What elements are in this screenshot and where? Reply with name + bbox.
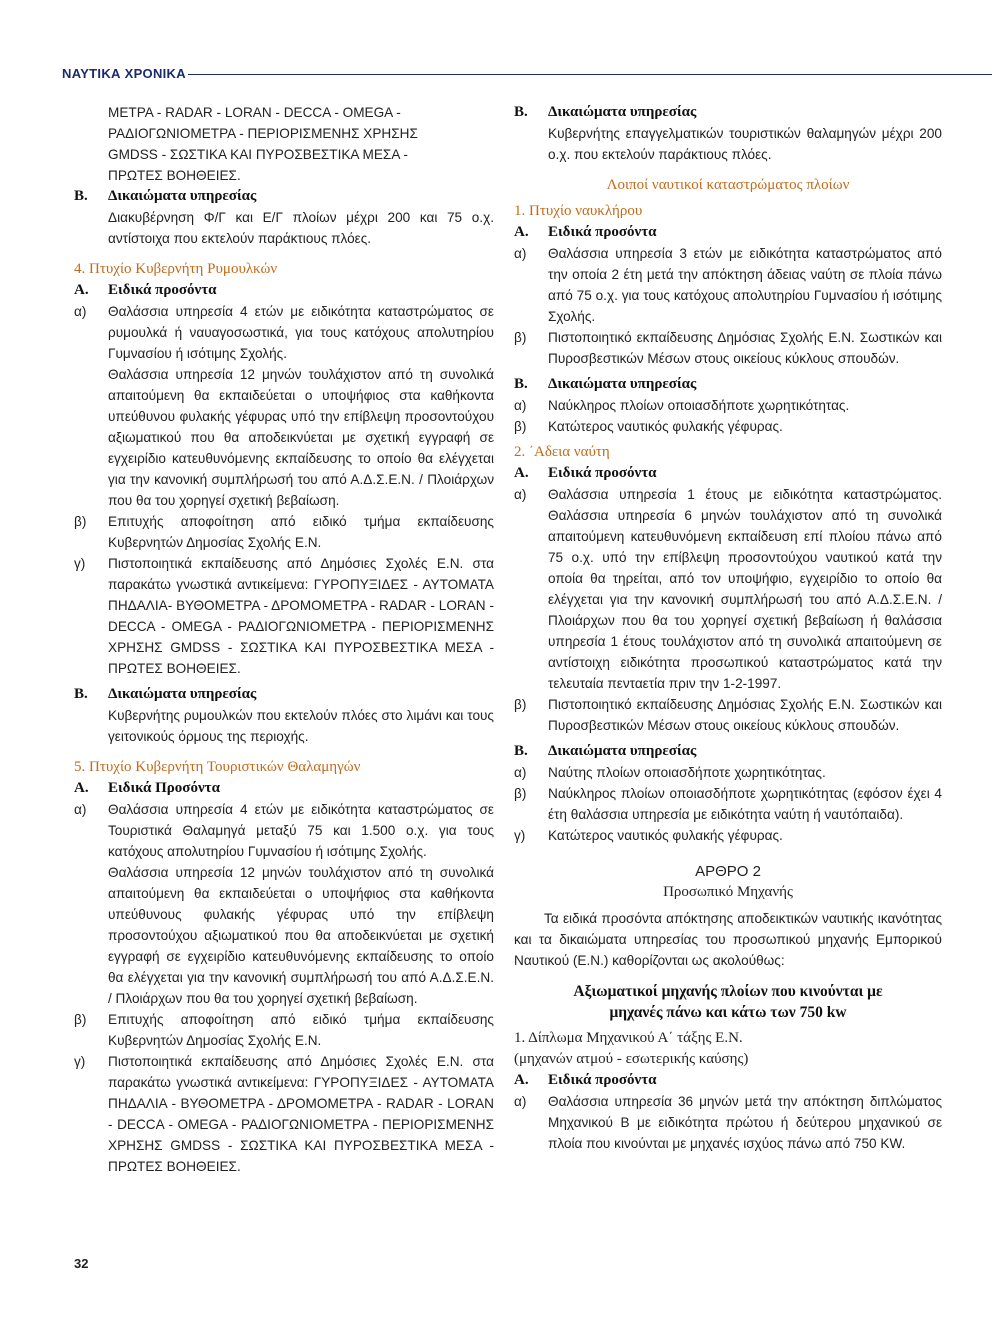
subheading-title: Ειδικά προσόντα (108, 282, 217, 298)
continued-line: GMDSS - ΣΩΣΤΙΚΑ ΚΑΙ ΠΥΡΟΣΒΕΣΤΙΚΑ ΜΕΣΑ - (108, 147, 408, 162)
item-text: Θαλάσσια υπηρεσία 12 μηνών τουλάχιστον από τη συνολικά απαιτούμενη θα εκπαιδεύεται ο υποψήφιος στα καθήκοντα υπεύθυνου φυλακής γέφυρας υπό την επίβλεψη προσοντούχου αξιωματικού που θα αποδεικνύεται με σχετική εγγραφή σε εγχειρίδιο κατευθυνόμενης εκπαίδευσης το οποίο θα ελέγχεται για την κανονική συμπλήρωσή του από Α.Δ.Σ.Ε.Ν. / Πλοιάρχων που θα του χορηγεί σχετική βεβαίωση. (108, 367, 494, 508)
list-item (74, 511, 494, 553)
section-title-others: Λοιποί ναυτικοί καταστρώματος πλοίων (606, 177, 850, 193)
item-marker: β) (514, 330, 527, 345)
subheading-qualifications (514, 222, 942, 243)
running-header (62, 64, 992, 84)
item-text: Ναύτης πλοίων οποιασδήποτε χωρητικότητας. (548, 765, 826, 780)
section-heading-2: 2. ΄Αδεια ναύτη (514, 444, 610, 460)
item-text: Επιτυχής αποφοίτηση από ειδικό τμήμα εκπαίδευσης Κυβερνητών Δημοσίας Σχολής Ε.Ν. (108, 1012, 494, 1048)
section-heading-4: 4. Πτυχίο Κυβερνήτη Ρυμουλκών (74, 261, 278, 277)
subheading-title: Δικαιώματα υπηρεσίας (108, 188, 257, 204)
left-column (74, 102, 494, 1177)
list-item (74, 1051, 494, 1177)
subheading-title: Ειδικά Προσόντα (108, 780, 220, 796)
item-text: Θαλάσσια υπηρεσία 3 ετών με ειδικότητα καταστρώματος από την οποία 2 έτη μετά την απόκτηση άδειας ναύτη σε πλοία πάνω από 75 ο.χ. για τους κατόχους απολυτηρίου Γυμνασίου ή ισότιμης Σχολής. (548, 246, 942, 324)
item-marker: α) (514, 487, 527, 502)
item-text: Θαλάσσια υπηρεσία 4 ετών με ειδικότητα καταστρώματος σε Τουριστικά Θαλαμηγά μεταξύ 75 και 1.500 ο.χ. για τους κατόχους απολυτηρίου Γυμνασίου ή ισότιμης Σχολής. (108, 802, 494, 859)
item-text: Πιστοποιητικά εκπαίδευσης από Δημόσιες Σχολές Ε.Ν. στα παρακάτω γνωστικά αντικείμενα: ΓΥΡΟΠΥΞΙΔΕΣ - ΑΥΤΟΜΑΤΑ ΠΗΔΑΛΙΑ- ΒΥΘΟΜΕΤΡΑ - ΔΡΟΜΟΜΕΤΡΑ - RADAR - LORAN - DECCA - OMEGA - ΡΑΔΙΟΓΩΝΙΟΜΕΤΡΑ - ΠΕΡΙΟΡΙΣΜΕΝΗΣ ΧΡΗΣΗΣ GMDSS - ΣΩΣΤΙΚΑ ΚΑΙ ΠΥΡΟΣΒΕΣΤΙΚΑ ΜΕΣΑ - ΠΡΩΤΕΣ ΒΟΗΘΕΙΕΣ. (108, 556, 494, 676)
list-item (514, 694, 942, 736)
subheading-title: Δικαιώματα υπηρεσίας (548, 743, 697, 759)
subheading-title: Δικαιώματα υπηρεσίας (548, 376, 697, 392)
header-rule (188, 74, 992, 75)
list-item (74, 553, 494, 679)
item-text: Πιστοποιητικό εκπαίδευσης Δημόσιας Σχολής Ε.Ν. Σωστικών και Πυροσβεστικών Μέσων στους οικείους κύκλους σπουδών. (548, 330, 942, 366)
paragraph: Κυβερνήτης ρυμουλκών που εκτελούν πλόες στο λιμάνι και τους γειτονικούς όρμους της περιοχής. (108, 708, 494, 744)
subheading-title: Ειδικά προσόντα (548, 224, 657, 240)
subheading-marker: Β. (514, 743, 528, 759)
subheading-qualifications (74, 778, 494, 799)
subheading-rights (514, 374, 942, 395)
continued-list (108, 102, 494, 186)
list-item (514, 416, 942, 437)
officers-heading (514, 981, 942, 1023)
article-heading: ΑΡΘΡΟ 2 (695, 863, 761, 880)
list-item (514, 783, 942, 825)
diploma-heading: 1. Δίπλωμα Μηχανικού Α΄ τάξης Ε.Ν. (514, 1030, 743, 1046)
subheading-marker: Α. (514, 224, 529, 240)
paragraph: Διακυβέρνηση Φ/Γ και Ε/Γ πλοίων μέχρι 200 και 75 ο.χ. αντίστοιχα που εκτελούν παράκτιους πλόες. (108, 210, 494, 246)
item-marker: α) (514, 1094, 527, 1109)
list-item (514, 825, 942, 846)
list-item (514, 1091, 942, 1154)
item-marker: β) (74, 514, 87, 529)
officers-heading-line: Αξιωματικοί μηχανής πλοίων που κινούνται με (573, 983, 883, 1000)
subheading-marker: Α. (514, 1072, 529, 1088)
item-text: Θαλάσσια υπηρεσία 36 μηνών μετά την απόκτηση διπλώματος Μηχανικού Β με ειδικότητα πρώτου ή δεύτερου μηχανικού σε πλοία που κινούνται με μηχανές ισχύος πάνω από 750 KW. (548, 1094, 942, 1151)
subheading-rights (74, 186, 494, 207)
subheading-rights (514, 741, 942, 762)
subheading-title: Ειδικά προσόντα (548, 465, 657, 481)
article-intro: Τα ειδικά προσόντα απόκτησης αποδεικτικών ναυτικής ικανότητας και τα δικαιώματα υπηρεσίας του προσωπικού μηχανής Εμπορικού Ναυτικού (Ε.Ν.) καθορίζονται ως ακολούθως: (514, 911, 942, 968)
item-text: Πιστοποιητικό εκπαίδευσης Δημόσιας Σχολής Ε.Ν. Σωστικών και Πυροσβεστικών Μέσων στους οικείους κύκλους σπουδών. (548, 697, 942, 733)
item-marker: α) (74, 802, 87, 817)
item-text: Ναύκληρος πλοίων οποιασδήποτε χωρητικότητας. (548, 398, 850, 413)
list-item (514, 243, 942, 327)
item-marker: β) (74, 1012, 87, 1027)
item-text: Πιστοποιητικά εκπαίδευσης από Δημόσιες Σχολές Ε.Ν. στα παρακάτω γνωστικά αντικείμενα: ΓΥΡΟΠΥΞΙΔΕΣ - ΑΥΤΟΜΑΤΑ ΠΗΔΑΛΙΑ - ΒΥΘΟΜΕΤΡΑ - ΔΡΟΜΟΜΕΤΡΑ - RADAR - LORAN - DECCA - OMEGA - ΡΑΔΙΟΓΩΝΙΟΜΕΤΡΑ - ΠΕΡΙΟΡΙΣΜΕΝΗΣ ΧΡΗΣΗΣ GMDSS - ΣΩΣΤΙΚΑ ΚΑΙ ΠΥΡΟΣΒΕΣΤΙΚΑ ΜΕΣΑ - ΠΡΩΤΕΣ ΒΟΗΘΕΙΕΣ. (108, 1054, 494, 1174)
subheading-marker: Β. (514, 104, 528, 120)
list-item (74, 799, 494, 1009)
item-marker: α) (514, 398, 527, 413)
item-marker: γ) (74, 556, 86, 571)
continued-line: ΜΕΤΡΑ - RADAR - LORAN - DECCA - OMEGA - (108, 105, 401, 120)
diploma-subheading: (μηχανών ατμού - εσωτερικής καύσης) (514, 1051, 749, 1067)
subheading-marker: Β. (74, 188, 88, 204)
item-marker: α) (514, 765, 527, 780)
item-text: Θαλάσσια υπηρεσία 12 μηνών τουλάχιστον από τη συνολικά απαιτούμενη θα εκπαιδεύεται ο υποψήφιος στα καθήκοντα υπεύθυνους φυλακής γέφυρας υπό την επίβλεψη προσοντούχου αξιωματικού που θα αποδεικνύεται με σχετική εγγραφή σε εγχειρίδιο κατευθυνόμενης εκπαίδευσης το οποίο θα ελέγχεται για την κανονική συμπλήρωσή του από Α.Δ.Σ.Ε.Ν. / Πλοιάρχων που θα του χορηγεί σχετική βεβαίωση. (108, 865, 494, 1006)
subheading-title: Ειδικά προσόντα (548, 1072, 657, 1088)
item-marker: β) (514, 419, 527, 434)
item-marker: γ) (74, 1054, 86, 1069)
subheading-marker: Α. (74, 282, 89, 298)
list-item (514, 484, 942, 694)
officers-heading-line: μηχανές πάνω και κάτω των 750 kw (609, 1004, 847, 1021)
list-item (74, 1009, 494, 1051)
subheading-marker: Β. (514, 376, 528, 392)
subheading-title: Δικαιώματα υπηρεσίας (548, 104, 697, 120)
subheading-qualifications (514, 463, 942, 484)
item-marker: β) (514, 697, 527, 712)
item-marker: α) (514, 246, 527, 261)
subheading-rights (514, 102, 942, 123)
continued-line: ΠΡΩΤΕΣ ΒΟΗΘΕΙΕΣ. (108, 168, 241, 183)
item-marker: β) (514, 786, 527, 801)
paragraph: Κυβερνήτης επαγγελματικών τουριστικών θαλαμηγών μέχρι 200 ο.χ. που εκτελούν παράκτιους πλόες. (548, 126, 942, 162)
item-text: Κατώτερος ναυτικός φυλακής γέφυρας. (548, 419, 783, 434)
page-number: 32 (74, 1256, 89, 1271)
subheading-rights (74, 684, 494, 705)
item-text: Κατώτερος ναυτικός φυλακής γέφυρας. (548, 828, 783, 843)
list-item (74, 301, 494, 511)
item-marker: γ) (514, 828, 526, 843)
subheading-qualifications (74, 280, 494, 301)
list-item (514, 395, 942, 416)
section-heading-1: 1. Πτυχίο ναυκλήρου (514, 203, 643, 219)
subheading-marker: Α. (74, 780, 89, 796)
item-text: Επιτυχής αποφοίτηση από ειδικό τμήμα εκπαίδευσης Κυβερνητών Δημοσίας Σχολής Ε.Ν. (108, 514, 494, 550)
subheading-title: Δικαιώματα υπηρεσίας (108, 686, 257, 702)
subheading-marker: Β. (74, 686, 88, 702)
item-text: Θαλάσσια υπηρεσία 4 ετών με ειδικότητα καταστρώματος σε ρυμουλκά ή ναυαγοσωστικά, για τους κατόχους απολυτηρίου Γυμνασίου ή ισότιμης Σχολής. (108, 304, 494, 361)
item-marker: α) (74, 304, 87, 319)
item-text: Ναύκληρος πλοίων οποιασδήποτε χωρητικότητας (εφόσον έχει 4 έτη θαλάσσια υπηρεσία με ειδικότητα ναύτη ή ναυτόπαιδα). (548, 786, 942, 822)
section-heading-5: 5. Πτυχίο Κυβερνήτη Τουριστικών Θαλαμηγών (74, 759, 361, 775)
subheading-marker: Α. (514, 465, 529, 481)
article-subheading: Προσωπικό Μηχανής (663, 884, 793, 900)
right-column (514, 102, 942, 1154)
list-item (514, 762, 942, 783)
magazine-title: ΝΑΥΤΙΚΑ ΧΡΟΝΙΚΑ (62, 66, 186, 81)
list-item (514, 327, 942, 369)
continued-line: ΡΑΔΙΟΓΩΝΙΟΜΕΤΡΑ - ΠΕΡΙΟΡΙΣΜΕΝΗΣ ΧΡΗΣΗΣ (108, 126, 418, 141)
subheading-qualifications (514, 1070, 942, 1091)
item-text: Θαλάσσια υπηρεσία 1 έτους με ειδικότητα καταστρώματος. Θαλάσσια υπηρεσία 6 μηνών τουλάχιστον από τη συνολικά απαιτούμενη κατευθυνόμενη εκπαίδευση επί πλοίου πάνω από 75 ο.χ. υπό την επίβλεψη προσοντούχου ναυτικού κατά την οποία θα τηρείται, από τον υποψήφιο, εγχειρίδιο το οποίο θα ελέγχεται για την κανονική συμπλήρωσή του από Α.Δ.Σ.Ε.Ν. / Πλοιάρχων που θα του χορηγεί σχετική βεβαίωση ή θαλάσσια υπηρεσία 1 έτους τουλάχιστον από τη συνολικά απαιτούμενη σε αντίστοιχη ειδικότητα προσωπικού καταστρώματος κατά την τελευταία πενταετία πριν την 1-2-1997. (548, 487, 942, 691)
